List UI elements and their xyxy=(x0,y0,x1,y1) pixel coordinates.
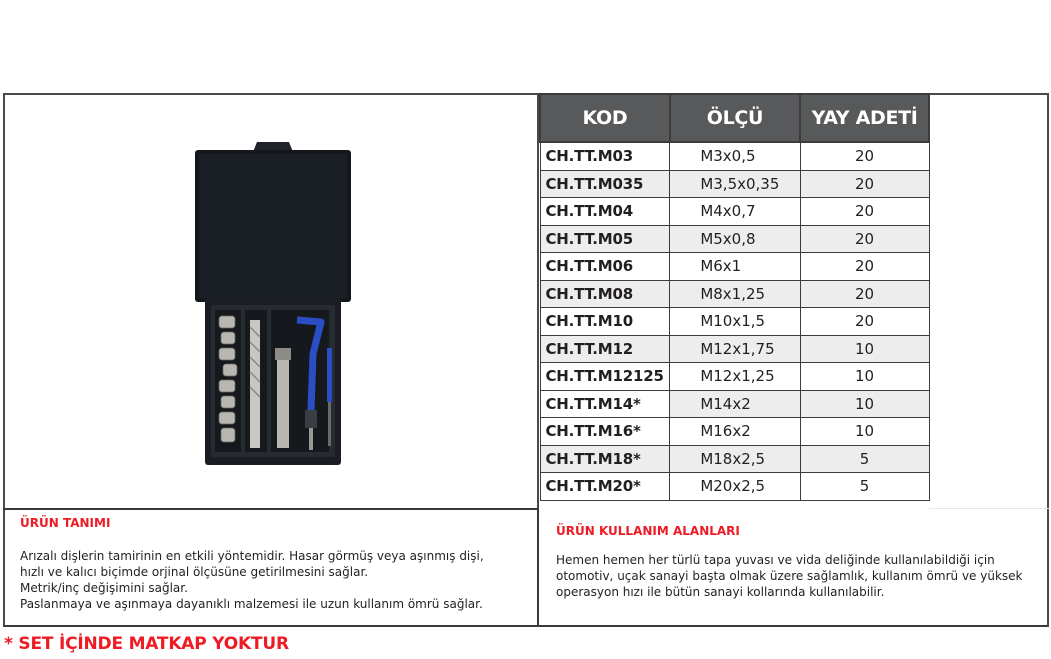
divider xyxy=(537,508,539,627)
cell-adet: 20 xyxy=(800,142,929,170)
product-description-body xyxy=(20,548,530,612)
cell-adet: 20 xyxy=(800,253,929,281)
cell-kod: CH.TT.M04 xyxy=(540,198,670,226)
table-row xyxy=(540,335,929,363)
usage-line: operasyon hızı ile bütün sanayi kollarında kullanılabilir. xyxy=(556,585,885,599)
cell-kod: CH.TT.M035 xyxy=(540,170,670,198)
cell-kod: CH.TT.M12125 xyxy=(540,363,670,391)
divider xyxy=(3,508,539,510)
cell-olcu: M10x1,5 xyxy=(670,308,800,336)
usage-areas-body xyxy=(556,552,1046,600)
table-row xyxy=(540,198,929,226)
cell-adet: 20 xyxy=(800,280,929,308)
column-header-yay-adeti: YAY ADETİ xyxy=(800,94,929,142)
cell-olcu: M6x1 xyxy=(670,253,800,281)
product-description-section xyxy=(20,516,530,612)
thread-repair-kit-image xyxy=(193,142,353,465)
table-row xyxy=(540,225,929,253)
cell-olcu: M16x2 xyxy=(670,418,800,446)
product-description-title: ÜRÜN TANIMI xyxy=(20,516,111,530)
cell-kod: CH.TT.M05 xyxy=(540,225,670,253)
table-row xyxy=(540,363,929,391)
description-line: hızlı ve kalıcı biçimde orjinal ölçüsüne getirilmesini sağlar. xyxy=(20,565,369,579)
cell-kod: CH.TT.M20* xyxy=(540,473,670,501)
cell-olcu: M8x1,25 xyxy=(670,280,800,308)
description-line: Paslanmaya ve aşınmaya dayanıklı malzemesi ile uzun kullanım ömrü sağlar. xyxy=(20,597,483,611)
cell-kod: CH.TT.M06 xyxy=(540,253,670,281)
table-row xyxy=(540,473,929,501)
table-row xyxy=(540,390,929,418)
cell-adet: 20 xyxy=(800,170,929,198)
column-header-kod: KOD xyxy=(540,94,670,142)
usage-line: Hemen hemen her türlü tapa yuvası ve vida deliğinde kullanılabildiği için xyxy=(556,553,995,567)
table-row xyxy=(540,253,929,281)
table-row xyxy=(540,308,929,336)
usage-line: otomotiv, uçak sanayi başta olmak üzere sağlamlık, kullanım ömrü ve yüksek xyxy=(556,569,1023,583)
table-row xyxy=(540,280,929,308)
cell-adet: 10 xyxy=(800,390,929,418)
cell-kod: CH.TT.M18* xyxy=(540,445,670,473)
cell-kod: CH.TT.M03 xyxy=(540,142,670,170)
table-row xyxy=(540,418,929,446)
divider xyxy=(929,508,1049,509)
cell-olcu: M12x1,75 xyxy=(670,335,800,363)
cell-olcu: M12x1,25 xyxy=(670,363,800,391)
cell-adet: 10 xyxy=(800,335,929,363)
cell-kod: CH.TT.M10 xyxy=(540,308,670,336)
spec-table xyxy=(539,93,930,501)
table-header-row xyxy=(540,94,929,142)
cell-adet: 10 xyxy=(800,363,929,391)
column-header-olcu: ÖLÇÜ xyxy=(670,94,800,142)
cell-olcu: M3x0,5 xyxy=(670,142,800,170)
description-line: Arızalı dişlerin tamirinin en etkili yöntemidir. Hasar görmüş veya aşınmış dişi, xyxy=(20,549,484,563)
cell-olcu: M5x0,8 xyxy=(670,225,800,253)
cell-olcu: M14x2 xyxy=(670,390,800,418)
cell-kod: CH.TT.M16* xyxy=(540,418,670,446)
cell-kod: CH.TT.M14* xyxy=(540,390,670,418)
cell-kod: CH.TT.M12 xyxy=(540,335,670,363)
cell-olcu: M20x2,5 xyxy=(670,473,800,501)
no-drill-included-note: * SET İÇİNDE MATKAP YOKTUR xyxy=(4,634,289,654)
cell-adet: 5 xyxy=(800,473,929,501)
table-row xyxy=(540,170,929,198)
cell-olcu: M3,5x0,35 xyxy=(670,170,800,198)
cell-olcu: M4x0,7 xyxy=(670,198,800,226)
cell-kod: CH.TT.M08 xyxy=(540,280,670,308)
cell-olcu: M18x2,5 xyxy=(670,445,800,473)
table-row xyxy=(540,142,929,170)
table-row xyxy=(540,445,929,473)
cell-adet: 20 xyxy=(800,225,929,253)
cell-adet: 20 xyxy=(800,198,929,226)
usage-areas-title: ÜRÜN KULLANIM ALANLARI xyxy=(556,524,740,538)
description-line: Metrik/inç değişimini sağlar. xyxy=(20,581,188,595)
cell-adet: 10 xyxy=(800,418,929,446)
usage-areas-section xyxy=(556,524,1046,600)
cell-adet: 5 xyxy=(800,445,929,473)
cell-adet: 20 xyxy=(800,308,929,336)
